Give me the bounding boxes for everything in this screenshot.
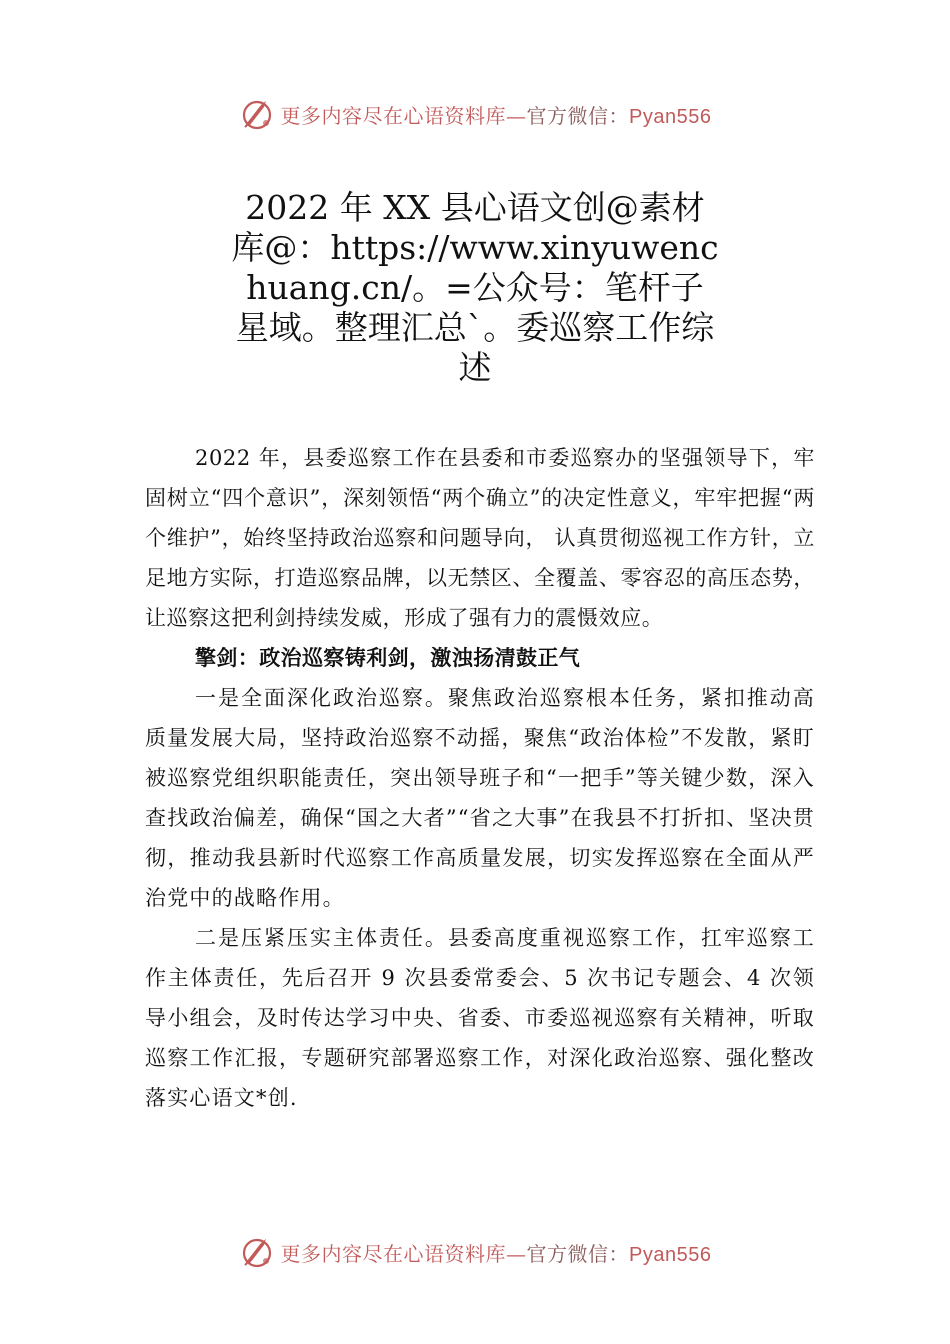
watermark-account: Pyan556 — [629, 1243, 712, 1266]
section-heading: 擎剑：政治巡察铸利剑，激浊扬清鼓正气 — [195, 646, 581, 670]
watermark-banner-top — [0, 94, 950, 134]
watermark-label: 官方微信： — [526, 1241, 630, 1266]
pen-seal-icon — [239, 96, 275, 132]
document-title: 2022 年 XX 县心语文创@素材库@：https://www.xinyuwenchuang.cn/。=公众号：笔杆子星域。整理汇总`。委巡察工作综述 — [231, 188, 719, 387]
watermark-label: 官方微信： — [526, 103, 630, 128]
intro-paragraph: 2022 年，县委巡察工作在县委和市委巡察办的坚强领导下，牢固树立“四个意识”，深刻领悟“两个确立”的决定性意义，牢牢把握“两个维护”，始终坚持政治巡察和问题导向， 认真贯彻巡视工作方针，立足地方实际，打造巡察品牌，以无禁区、全覆盖、零容忍的高压态势，让巡察这把利剑持续发威，形成了强有力的震慑效应。 — [145, 446, 815, 630]
watermark-banner-bottom — [0, 1232, 950, 1272]
watermark-main: 更多内容尽在心语资料库 — [280, 1241, 507, 1266]
pen-seal-icon — [239, 1234, 275, 1270]
watermark-separator: — — [506, 1241, 527, 1266]
watermark-text-top — [281, 100, 712, 129]
watermark-account: Pyan556 — [629, 105, 712, 128]
paragraph-1: 一是全面深化政治巡察。聚焦政治巡察根本任务，紧扣推动高质量发展大局，坚持政治巡察不动摇，聚焦“政治体检”不发散，紧盯被巡察党组织职能责任，突出领导班子和“一把手”等关键少数，深入查找政治偏差，确保“国之大者”“省之大事”在我县不打折扣、坚决贯彻，推动我县新时代巡察工作高质量发展，切实发挥巡察在全面从严治党中的战略作用。 — [145, 686, 815, 910]
document-body — [145, 438, 815, 1118]
watermark-separator: — — [506, 103, 527, 128]
paragraph-2: 二是压紧压实主体责任。县委高度重视巡察工作，扛牢巡察工作主体责任，先后召开 9 次县委常委会、5 次书记专题会、4 次领导小组会，及时传达学习中央、省委、市委巡视巡察有关精神，听取巡察工作汇报，专题研究部署巡察工作，对深化政治巡察、强化整改落实心语文*创. — [145, 926, 815, 1110]
watermark-text-bottom — [281, 1238, 712, 1267]
watermark-main: 更多内容尽在心语资料库 — [280, 103, 507, 128]
